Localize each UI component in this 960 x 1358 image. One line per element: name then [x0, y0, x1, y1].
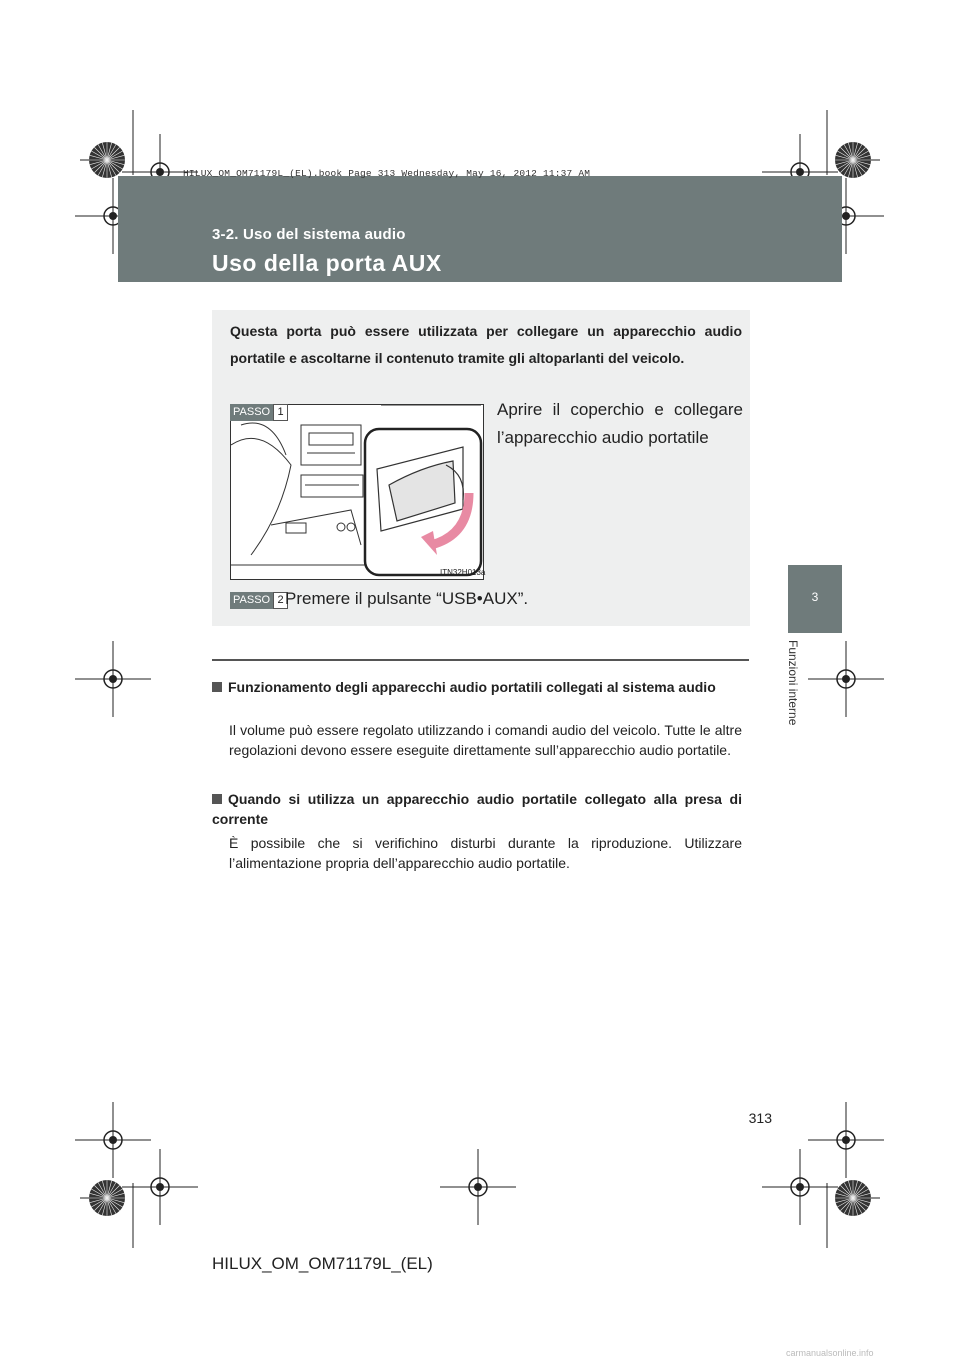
note-title-text: Funzionamento degli apparecchi audio portatili collegati al sistema audio — [228, 679, 716, 695]
aux-port-illustration — [230, 404, 484, 580]
step-badge-number: 1 — [273, 404, 288, 421]
square-bullet-icon — [212, 794, 222, 804]
square-bullet-icon — [212, 682, 222, 692]
intro-paragraph: Questa porta può essere utilizzata per collegare un apparecchio audio portatile e ascoltarne il contenuto tramite gli altoparlanti del veicolo. — [230, 323, 742, 366]
sunburst-mark-icon — [89, 142, 125, 178]
step-2-badge — [230, 592, 288, 609]
step-badge-number: 2 — [273, 592, 288, 609]
document-code: HILUX_OM_OM71179L_(EL) — [212, 1254, 433, 1273]
registration-target-icon — [440, 1149, 516, 1225]
registration-target-icon — [75, 1102, 151, 1178]
note-1-body: Il volume può essere regolato utilizzando i comandi audio del veicolo. Tutte le altre regolazioni devono essere eseguite direttamente sull’apparecchio audio portatile. — [229, 722, 742, 758]
step-2-text: Premere il pulsante “USB•AUX”. — [285, 589, 529, 608]
note-2-title — [212, 789, 742, 829]
step-1-text: Aprire il coperchio e collegare l’apparecchio audio portatile — [497, 400, 743, 447]
step-1-badge — [230, 404, 288, 421]
chapter-number: 3 — [811, 590, 819, 604]
registration-target-icon — [808, 641, 884, 717]
book-info-line: HILUX_OM_OM71179L_(EL).book Page 313 Wednesday, May 16, 2012 11:37 AM — [183, 168, 591, 179]
step-badge-word: PASSO — [230, 592, 273, 609]
page-title: Uso della porta AUX — [212, 250, 442, 276]
note-1-title — [212, 677, 742, 697]
section-label: 3-2. Uso del sistema audio — [212, 226, 406, 243]
divider-rule — [212, 659, 749, 661]
note-2-body: È possibile che si verifichino disturbi durante la riproduzione. Utilizzare l’alimentazione propria dell’apparecchio audio portatile. — [229, 835, 742, 871]
note-title-text: Quando si utilizza un apparecchio audio portatile collegato alla presa di corrente — [212, 791, 742, 827]
figure-code: ITN32H013a — [440, 568, 486, 577]
registration-target-icon — [75, 641, 151, 717]
step-badge-word: PASSO — [230, 404, 273, 421]
sunburst-mark-icon — [835, 142, 871, 178]
sunburst-mark-icon — [89, 1180, 125, 1216]
chapter-label: Funzioni interne — [786, 640, 800, 726]
page-number: 313 — [748, 1110, 772, 1126]
registration-target-icon — [808, 1102, 884, 1178]
watermark: carmanualsonline.info — [786, 1348, 874, 1358]
sunburst-mark-icon — [835, 1180, 871, 1216]
